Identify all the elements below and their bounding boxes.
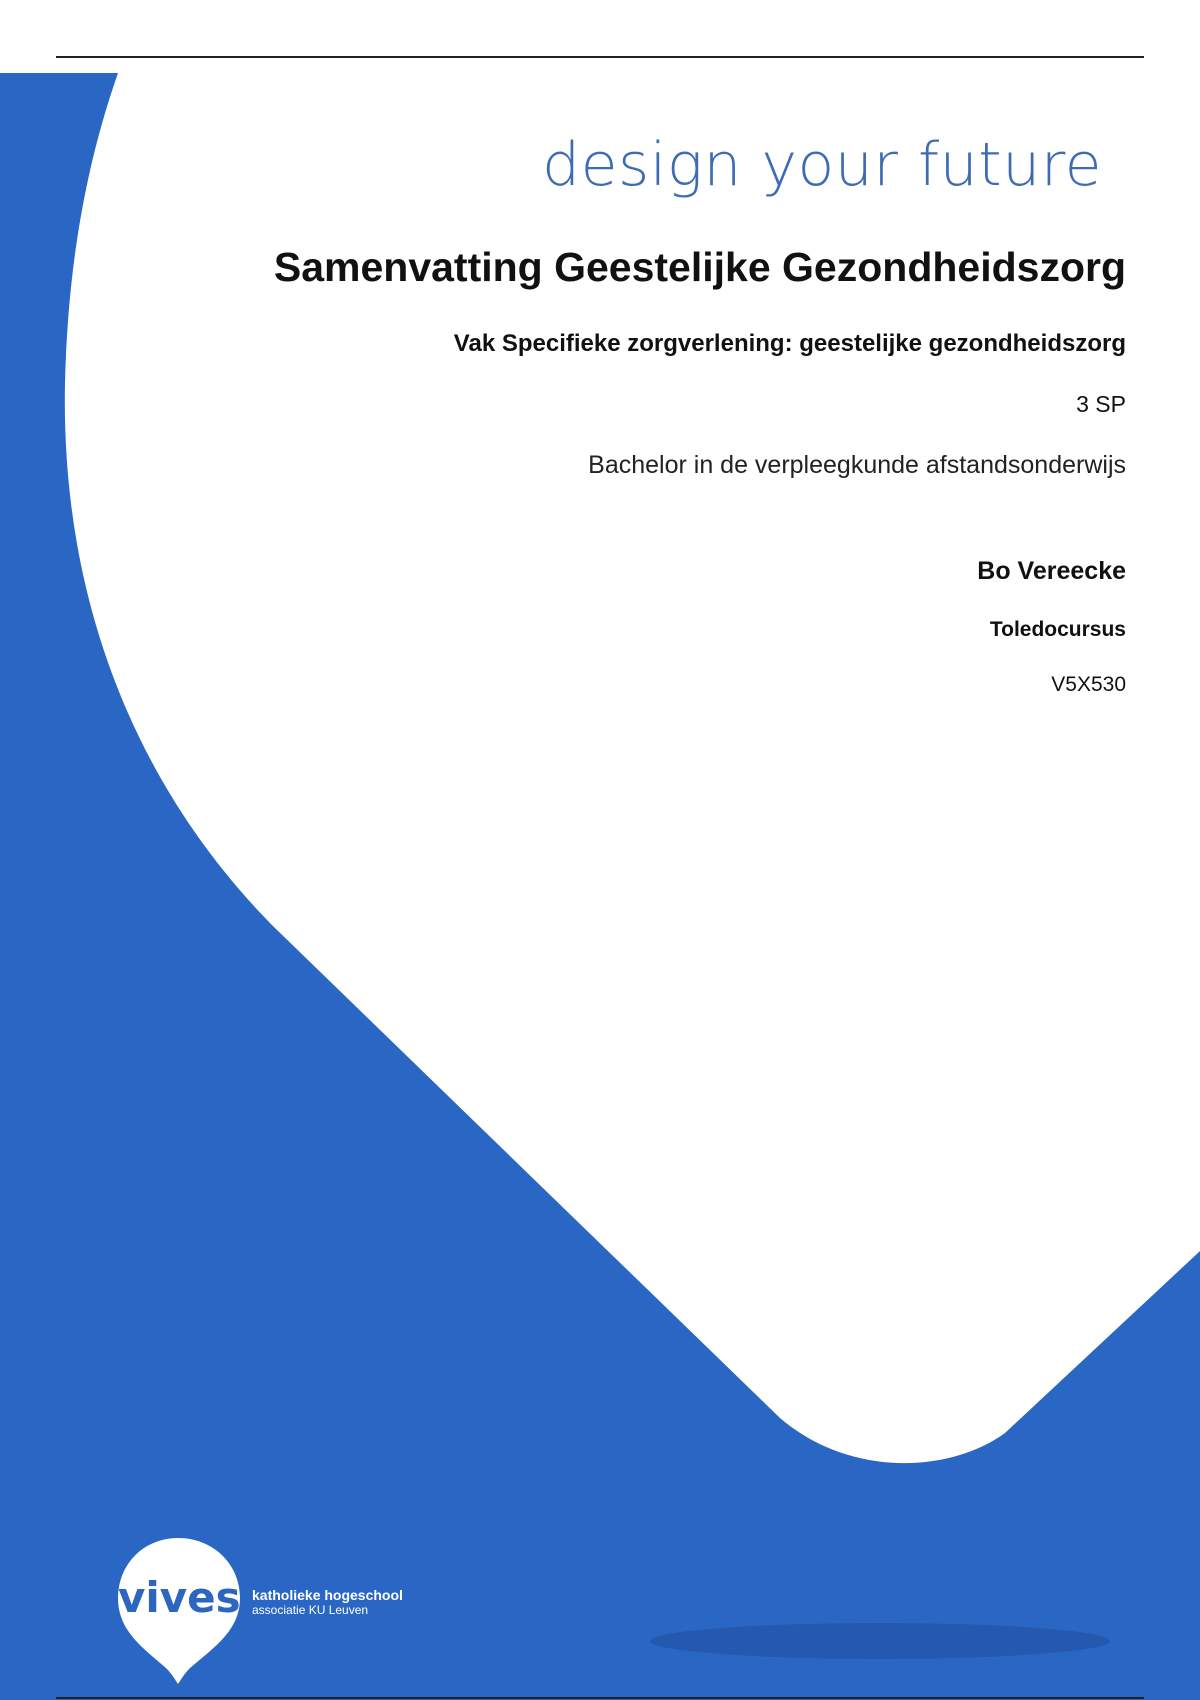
study-points: 3 SP	[1076, 391, 1126, 417]
logo-subtitle-1: katholieke hogeschool	[252, 1587, 403, 1603]
top-rule	[56, 56, 1144, 58]
logo-subtitle-2: associatie KU Leuven	[252, 1603, 369, 1617]
course-code: V5X530	[1051, 673, 1126, 696]
author-name: Bo Vereecke	[977, 557, 1126, 585]
vives-logo	[118, 1536, 438, 1686]
platform-name: Toledocursus	[989, 618, 1126, 641]
logo-shadow	[650, 1623, 1110, 1659]
program-name: Bachelor in de verpleegkunde afstandsonderwijs	[588, 451, 1126, 479]
bottom-rule	[56, 1697, 1144, 1699]
course-name: Vak Specifieke zorgverlening: geestelijke gezondheidszorg	[453, 330, 1126, 357]
cover-background	[0, 73, 1200, 1700]
document-title: Samenvatting Geestelijke Gezondheidszorg	[273, 244, 1126, 290]
tagline: design your future	[542, 130, 1102, 200]
logo-wordmark: vives	[118, 1573, 241, 1622]
